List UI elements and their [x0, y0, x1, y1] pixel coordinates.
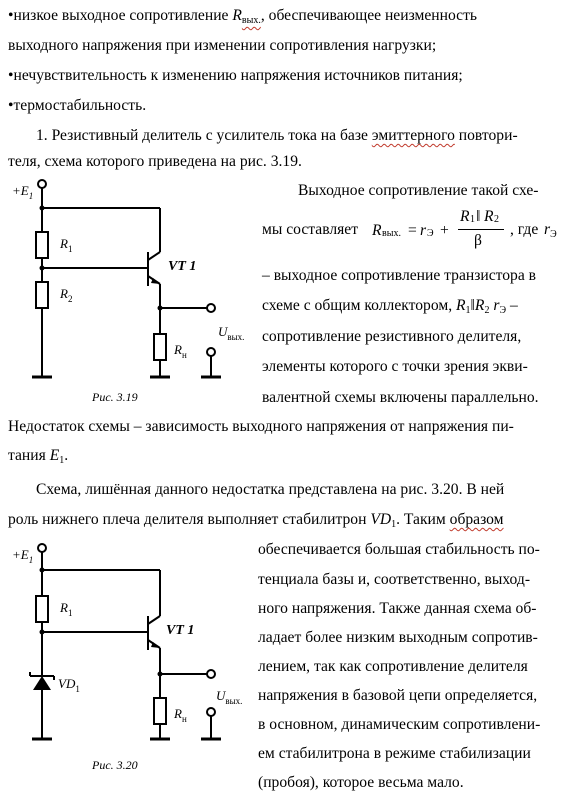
vd-label: $VD_1$: [58, 676, 80, 694]
rn-label: $R_н$: [174, 706, 187, 724]
right1-line3: – выходное сопротивление транзистора в: [262, 267, 537, 284]
right2-line5: лением, так как сопротивление делителя: [258, 658, 528, 675]
right2-line1: обеспечивается большая стабильность по-: [258, 541, 540, 558]
figure-caption-3-19: Рис. 3.19: [92, 390, 138, 404]
right1-line7: валентной схемы включены параллельно.: [262, 389, 539, 406]
right1-line2-end: , где: [510, 221, 539, 238]
right2-line8: ем стабилитрона в режиме стабилизации: [258, 745, 531, 762]
supply-label: $+E_1$: [12, 547, 34, 565]
transistor-label: VT 1: [168, 259, 197, 274]
right2-line3: ного напряжения. Также данная схема об-: [258, 600, 537, 617]
fraction-bar: [458, 229, 504, 230]
figure-caption-3-20: Рис. 3.20: [92, 758, 138, 772]
bullet-3: •термостабильность.: [8, 97, 147, 114]
right2-line7: в основном, динамическим сопротивлени-: [258, 716, 541, 733]
right1-line2: мы составляет: [262, 221, 359, 238]
bullet-marker: •: [8, 7, 14, 24]
re-symbol: $r_Э$: [544, 221, 557, 240]
right2-line9: (пробоя), которое весьма мало.: [258, 774, 464, 791]
r1-label: $R_1$: [60, 236, 73, 254]
bullet-2: •нечувствительность к изменению напряжения источников питания;: [8, 67, 463, 84]
right1-line1: Выходное сопротивление такой схе-: [298, 182, 539, 199]
para2-line1: Недостаток схемы – зависимость выходного напряжения от напряжения пи-: [8, 418, 514, 435]
right2-line4: ладает более низким выходным сопротив-: [258, 629, 538, 646]
right2-line6: напряжения в базовой цепи определяется,: [258, 687, 538, 704]
para1-line1: 1. Резистивный делитель с усилитель тока на базе эмиттерного повтори-: [36, 127, 518, 144]
para1-line2: теля, схема которого приведена на рис. 3.19.: [8, 153, 302, 170]
para2-line2: тания $E_1$.: [8, 447, 69, 466]
transistor-label: VT 1: [166, 623, 195, 638]
r2-label: $R_2$: [60, 286, 73, 304]
bullet-1-cont: выходного напряжения при изменении сопротивления нагрузки;: [8, 37, 437, 54]
rn-label: $R_н$: [174, 342, 187, 360]
bullet-1: •низкое выходное сопротивление $R_{вых.}$, обеспечивающее неизменность: [8, 7, 478, 26]
right1-line6: элементы которого с точки зрения экви-: [262, 358, 528, 375]
right2-line2: тенциала базы и, соответственно, выход-: [258, 571, 531, 588]
right1-line5: сопротивление резистивного делителя,: [262, 328, 522, 345]
circuit-diagram-fig-3-20: [0, 540, 258, 780]
formula-output-resistance: R вых. = r Э + R 1 ‖ R 2 β: [372, 210, 522, 260]
para3-line1: Схема, лишённая данного недостатка представлена на рис. 3.20. В ней: [36, 481, 505, 498]
uout-label: $U_{вых.}$: [216, 688, 243, 706]
uout-label: $U_{вых.}$: [218, 324, 245, 342]
r1-label: $R_1$: [60, 600, 73, 618]
para3-line2: роль нижнего плеча делителя выполняет стабилитрон $VD_1$. Таким образом: [8, 511, 504, 530]
supply-label: $+E_1$: [12, 183, 34, 201]
right1-line4: схеме с общим коллектором, $R_1‖R_2$ $r_Э$ –: [262, 297, 518, 316]
circuit-diagram-fig-3-19: [0, 176, 262, 416]
